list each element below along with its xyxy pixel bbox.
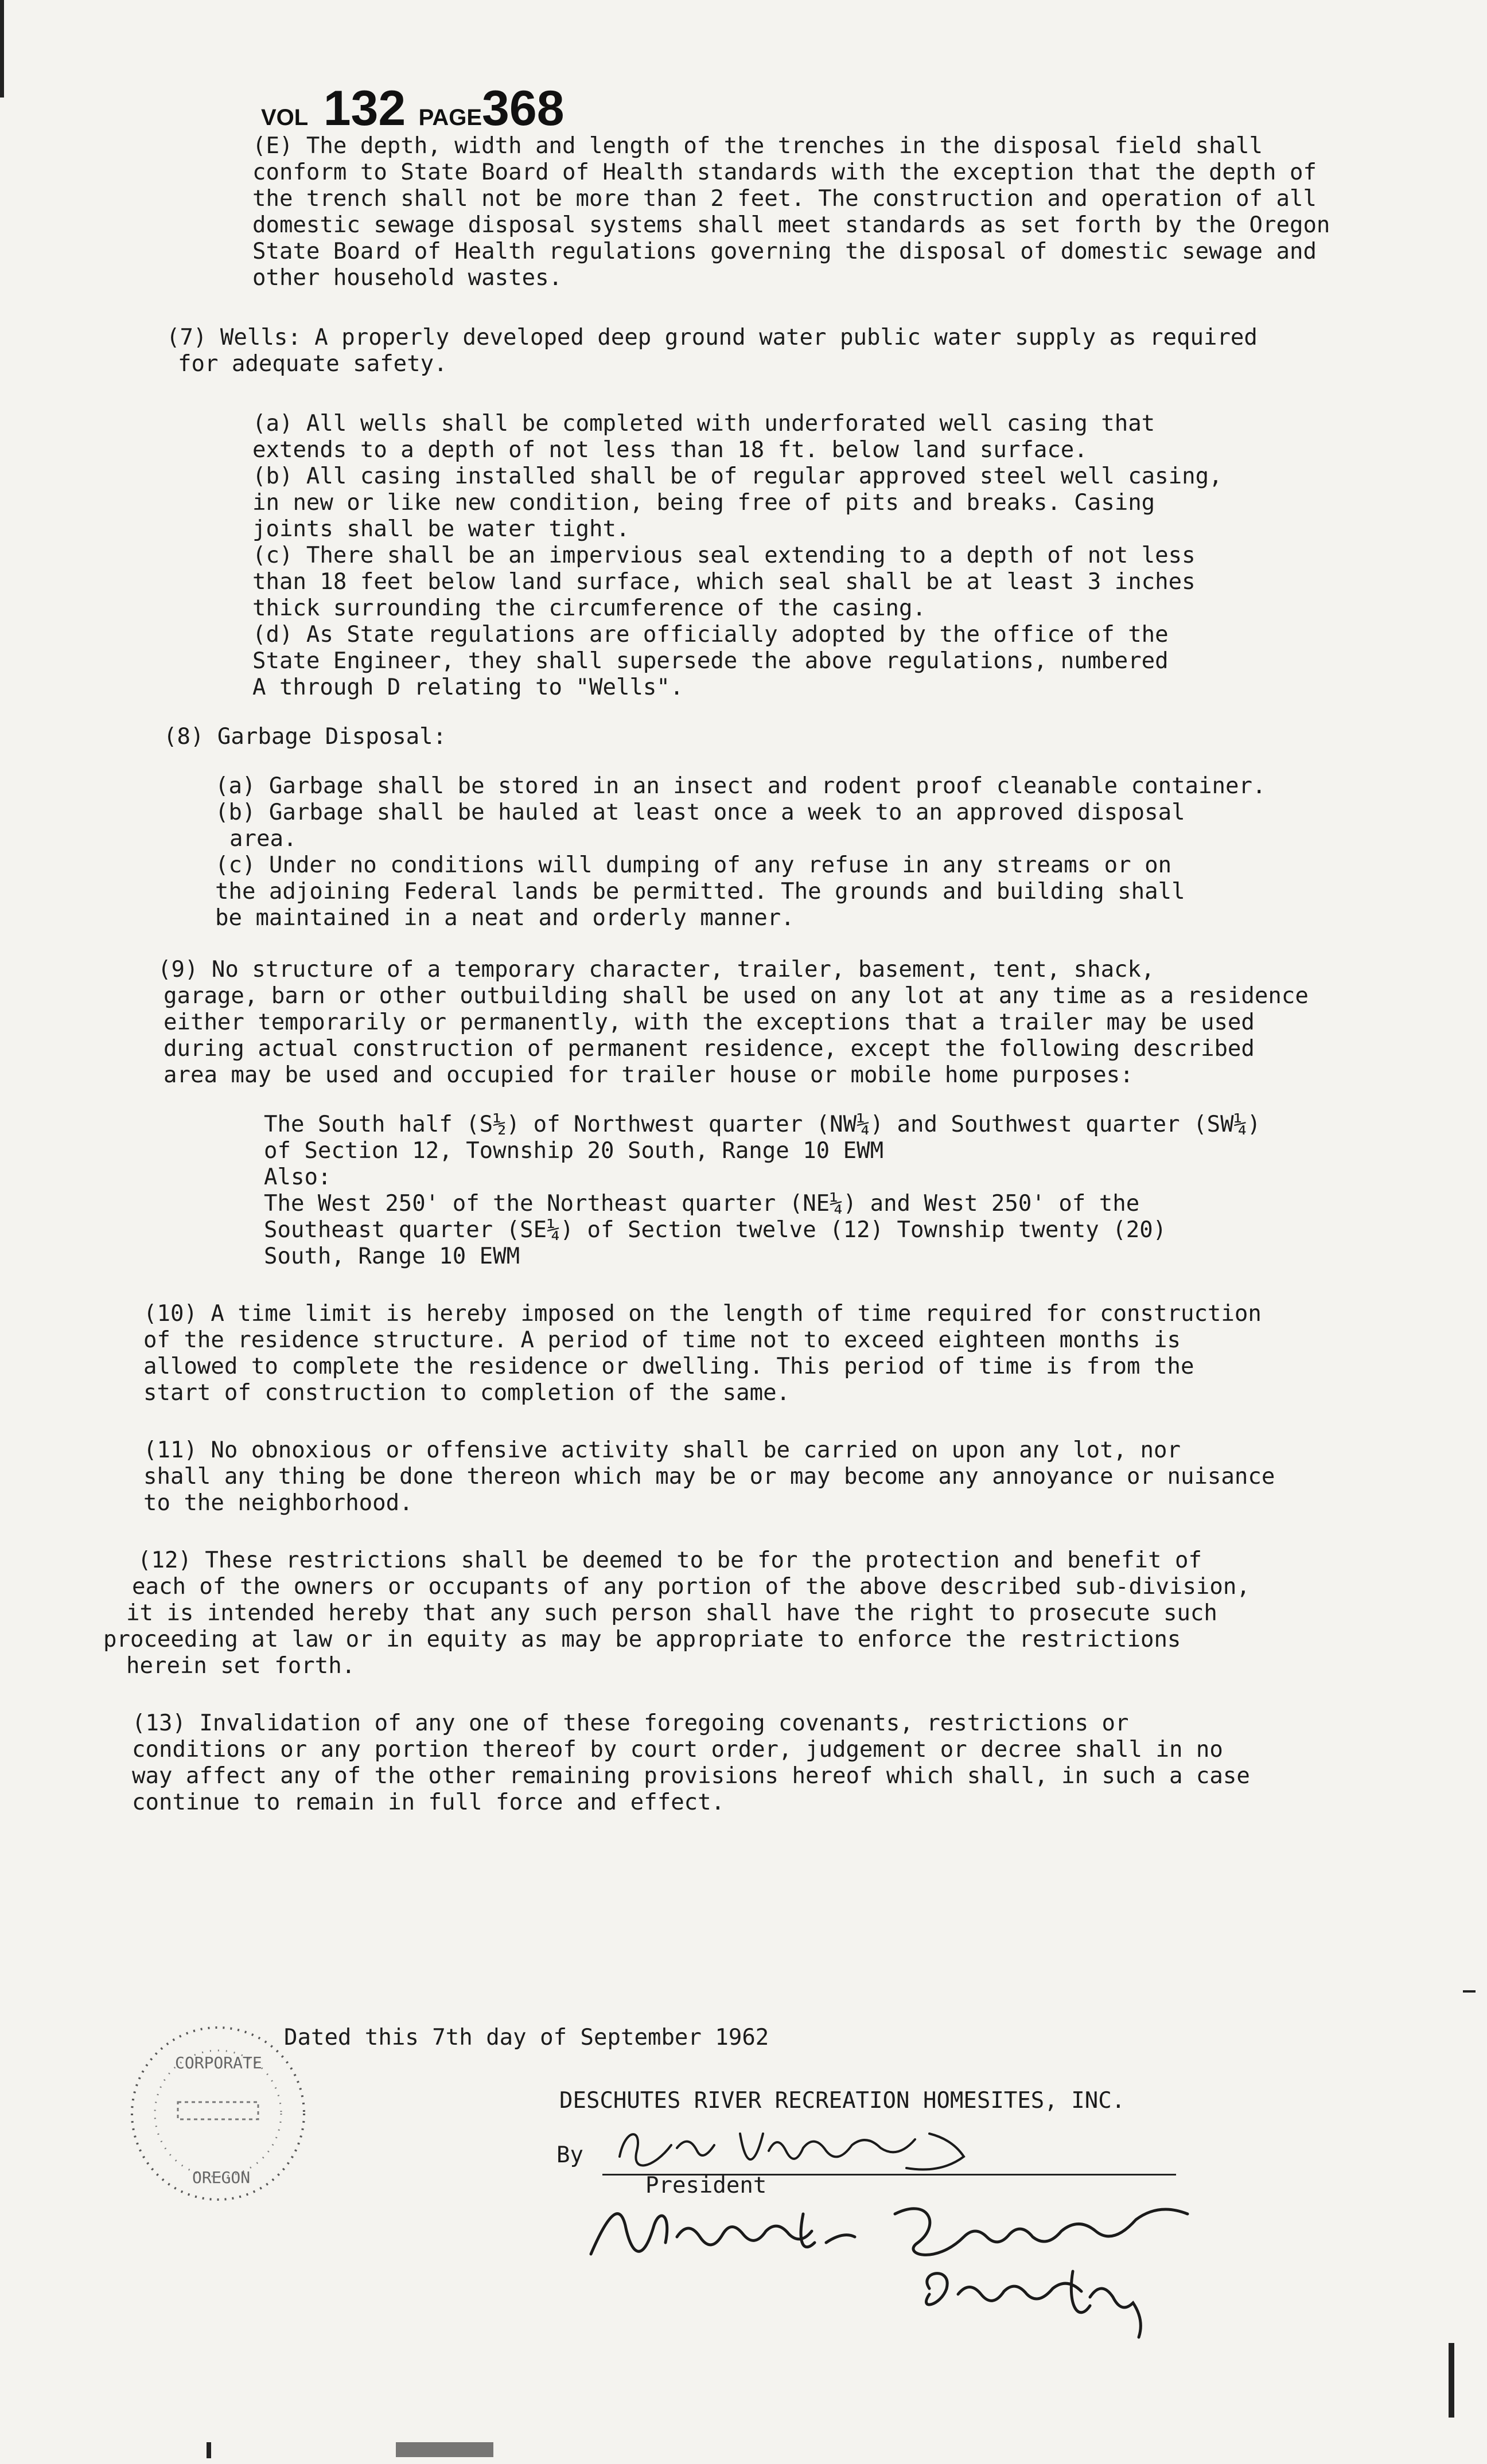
text-line: domestic sewage disposal systems shall meet standards as set forth by the Oregon [252,212,1330,238]
text-line: shall any thing be done thereon which may be or may become any annoyance or nuisance [143,1464,1275,1490]
text-line: (13) Invalidation of any one of these foregoing covenants, restrictions or [132,1710,1129,1736]
text-line: (10) A time limit is hereby imposed on the length of time required for construction [143,1301,1262,1327]
text-line: (7) Wells: A properly developed deep ground water public water supply as required [166,325,1258,350]
text-line: State Engineer, they shall supersede the above regulations, numbered [252,648,1169,674]
text-line: (E) The depth, width and length of the trenches in the disposal field shall [252,133,1263,159]
text-line: garage, barn or other outbuilding shall be used on any lot at any time as a residence [164,983,1309,1009]
text-line: each of the owners or occupants of any portion of the above described sub-division, [132,1574,1250,1600]
scan-noise [396,2442,493,2457]
scan-edge-mark [1463,1990,1476,1993]
text-line: during actual construction of permanent residence, except the following described [164,1036,1255,1062]
paragraph-9-land-description [98,1112,1411,1270]
text-line: other household wastes. [252,265,563,291]
text-line: (c) There shall be an impervious seal extending to a depth of not less [252,543,1196,568]
text-line: area may be used and occupied for trailer house or mobile home purposes: [164,1062,1134,1088]
text-line: of the residence structure. A period of time not to exceed eighteen months is [143,1327,1181,1353]
text-line: it is intended hereby that any such person shall have the right to prosecute such [126,1600,1217,1626]
text-line: be maintained in a neat and orderly manner. [215,905,795,931]
by-label: By [556,2142,583,2168]
text-line: in new or like new condition, being free of pits and breaks. Casing [252,490,1155,516]
text-line: way affect any of the other remaining provisions hereof which shall, in such a case [132,1763,1250,1789]
text-line: (8) Garbage Disposal: [164,724,447,750]
seal-text-bottom: OREGON [192,2168,251,2187]
paragraph-7-wells-items [98,411,1411,701]
text-line: (11) No obnoxious or offensive activity shall be carried on upon any lot, nor [143,1437,1181,1463]
text-line: The South half (S½) of Northwest quarter (NW¼) and Southwest quarter (SW¼) [264,1112,1261,1137]
text-line: to the neighborhood. [143,1490,413,1516]
page-label: PAGE [418,105,482,130]
text-line: the trench shall not be more than 2 feet. The construction and operation of all [252,186,1317,212]
corporate-seal [98,2007,338,2214]
text-line: joints shall be water tight. [252,516,630,542]
text-line: (b) Garbage shall be hauled at least once a week to an approved disposal [215,800,1185,825]
vol-number: 132 [323,81,406,136]
scan-noise [207,2442,211,2458]
text-line: A through D relating to "Wells". [252,675,684,700]
text-line: either temporarily or permanently, with the exceptions that a trailer may be used [164,1009,1255,1035]
text-line: extends to a depth of not less than 18 ft. below land surface. [252,437,1088,463]
text-line: (c) Under no conditions will dumping of any refuse in any streams or on [215,852,1172,878]
text-line: Also: [264,1164,332,1190]
text-line: than 18 feet below land surface, which seal shall be at least 3 inches [252,569,1196,595]
paragraph-11-nuisance [98,1437,1411,1516]
text-line: allowed to complete the residence or dwelling. This period of time is from the [143,1354,1194,1379]
text-line: conform to State Board of Health standards with the exception that the depth of [252,159,1317,185]
text-line: herein set forth. [126,1653,356,1679]
text-line: proceeding at law or in equity as may be appropriate to enforce the restrictions [103,1627,1181,1652]
text-line: (12) These restrictions shall be deemed to be for the protection and benefit of [138,1547,1202,1573]
page-number: 368 [482,81,565,136]
text-line: the adjoining Federal lands be permitted. The grounds and building shall [215,879,1185,904]
paragraph-10-time-limit [98,1301,1411,1406]
scan-edge-mark [1449,2343,1454,2418]
company-name: DESCHUTES RIVER RECREATION HOMESITES, INC. [559,2088,1126,2114]
text-line: continue to remain in full force and effect. [132,1789,725,1815]
text-line: conditions or any portion thereof by court order, judgement or decree shall in no [132,1737,1223,1763]
text-line: The West 250' of the Northeast quarter (NE¼) and West 250' of the [264,1191,1140,1217]
text-line: (9) No structure of a temporary character, trailer, basement, tent, shack, [158,957,1155,983]
paragraph-e [98,133,1411,291]
scan-edge-mark [0,0,4,98]
text-line: start of construction to completion of the same. [143,1380,791,1406]
document-body [98,133,1411,1816]
secretary-signature [574,2191,1262,2340]
text-line: (b) All casing installed shall be of regular approved steel well casing, [252,463,1223,489]
president-label: President [645,2173,767,2198]
paragraph-7-wells [98,325,1411,377]
paragraph-12-protection [98,1547,1411,1679]
text-line: area. [229,826,297,852]
paragraph-13-invalidation [98,1710,1411,1816]
text-line: State Board of Health regulations governing the disposal of domestic sewage and [252,239,1317,264]
text-line: Southeast quarter (SE¼) of Section twelve (12) Township twenty (20) [264,1217,1167,1243]
text-line: (a) All wells shall be completed with underforated well casing that [252,411,1155,436]
text-line: (a) Garbage shall be stored in an insect and rodent proof cleanable container. [215,773,1266,799]
text-line: thick surrounding the circumference of the casing. [252,595,926,621]
paragraph-9-structures [98,957,1411,1089]
paragraph-8-garbage-items [98,773,1411,931]
text-line: for adequate safety. [178,351,447,377]
paragraph-8-garbage [98,724,1411,750]
dated-line: Dated this 7th day of September 1962 [284,2025,769,2050]
text-line: of Section 12, Township 20 South, Range 10 EWM [264,1138,884,1164]
vol-label: VOL [261,105,309,130]
text-line: South, Range 10 EWM [264,1243,520,1269]
text-line: (d) As State regulations are officially adopted by the office of the [252,622,1169,648]
president-signature [608,2116,1010,2180]
volume-page-header [261,80,565,137]
seal-text-top: CORPORATE [175,2053,262,2072]
